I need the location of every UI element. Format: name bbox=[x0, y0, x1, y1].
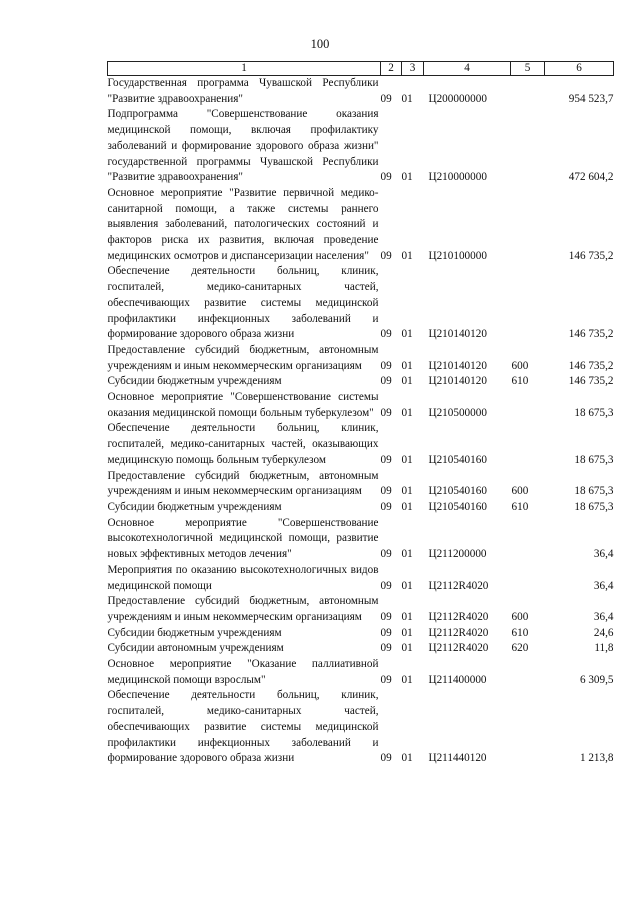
table-row bbox=[108, 641, 614, 657]
row-target-code: Ц210140120 bbox=[428, 328, 487, 341]
table-row bbox=[108, 657, 614, 688]
row-section: 09 bbox=[380, 610, 392, 623]
row-subsection: 01 bbox=[401, 610, 413, 623]
row-amount: 18 675,3 bbox=[574, 453, 614, 466]
row-section: 09 bbox=[380, 171, 392, 184]
row-subsection: 01 bbox=[401, 579, 413, 592]
row-target-code: Ц211440120 bbox=[428, 752, 487, 765]
row-subsection: 01 bbox=[401, 500, 413, 513]
row-expense-type bbox=[511, 390, 545, 421]
table-row bbox=[108, 594, 614, 625]
row-section: 09 bbox=[380, 328, 392, 341]
column-header-section: 2 bbox=[381, 62, 402, 76]
row-target-code: Ц211200000 bbox=[428, 548, 487, 561]
row-target-code: Ц2112R4020 bbox=[428, 642, 489, 655]
column-header-name: 1 bbox=[108, 62, 381, 76]
row-target-code: Ц210540160 bbox=[428, 500, 487, 513]
row-target-code: Ц2112R4020 bbox=[428, 626, 489, 639]
row-expense-type: 600 bbox=[511, 485, 529, 498]
row-amount: 146 735,2 bbox=[568, 375, 614, 388]
row-expense-type bbox=[511, 107, 545, 186]
table-body bbox=[108, 76, 614, 767]
table-row bbox=[108, 186, 614, 265]
column-header-vr: 5 bbox=[511, 62, 545, 76]
row-amount: 146 735,2 bbox=[568, 328, 614, 341]
table-row bbox=[108, 626, 614, 642]
row-name: Основное мероприятие "Развитие первичной медико-санитарной помощи, а также системы раннего выявления заболеваний, патологических состояний и факторов риска их развития, включая проведение медицинских осмотров и диспансеризации населения" bbox=[107, 186, 379, 262]
row-expense-type bbox=[511, 516, 545, 563]
row-name: Основное мероприятие "Совершенствование высокотехнологичной медицинской помощи, развитие новых эффективных методов лечения" bbox=[107, 516, 379, 561]
row-subsection: 01 bbox=[401, 328, 413, 341]
row-name: Субсидии автономным учреждениям bbox=[107, 642, 284, 655]
table-row bbox=[108, 76, 614, 108]
row-target-code: Ц210100000 bbox=[428, 249, 487, 262]
row-section: 09 bbox=[380, 406, 392, 419]
table-row bbox=[108, 688, 614, 767]
column-header-code: 4 bbox=[424, 62, 511, 76]
table-row bbox=[108, 264, 614, 343]
row-subsection: 01 bbox=[401, 642, 413, 655]
table-row bbox=[108, 343, 614, 374]
row-name: Предоставление субсидий бюджетным, автономным учреждениям и иным некоммерческим организациям bbox=[107, 343, 379, 372]
column-header-subsection: 3 bbox=[402, 62, 424, 76]
row-amount: 36,4 bbox=[593, 579, 614, 592]
row-name: Подпрограмма "Совершенствование оказания медицинской помощи, включая профилактику заболеваний и формирование здорового образа жизни" государственной программы Чувашской Республики "Развитие здравоохранения" bbox=[107, 108, 379, 184]
row-section: 09 bbox=[380, 249, 392, 262]
row-subsection: 01 bbox=[401, 406, 413, 419]
row-amount: 954 523,7 bbox=[568, 92, 614, 105]
row-name: Обеспечение деятельности больниц, клиник, госпиталей, медико-санитарных частей, обеспечивающих развитие системы медицинской профилактики инфекционных заболеваний и формирование здорового образа жизни bbox=[107, 689, 379, 765]
row-amount: 18 675,3 bbox=[574, 406, 614, 419]
row-section: 09 bbox=[380, 642, 392, 655]
row-name: Субсидии бюджетным учреждениям bbox=[107, 500, 282, 513]
row-target-code: Ц2112R4020 bbox=[428, 579, 489, 592]
row-expense-type bbox=[511, 421, 545, 468]
table-header-row bbox=[108, 62, 614, 76]
row-expense-type bbox=[511, 264, 545, 343]
row-section: 09 bbox=[380, 626, 392, 639]
row-amount: 6 309,5 bbox=[579, 673, 614, 686]
row-amount: 36,4 bbox=[593, 548, 614, 561]
row-name: Субсидии бюджетным учреждениям bbox=[107, 375, 282, 388]
row-subsection: 01 bbox=[401, 92, 413, 105]
row-name: Основное мероприятие "Совершенствование системы оказания медицинской помощи больным туберкулезом" bbox=[107, 391, 379, 419]
row-expense-type bbox=[511, 76, 545, 108]
row-subsection: 01 bbox=[401, 249, 413, 262]
row-section: 09 bbox=[380, 752, 392, 765]
row-name: Основное мероприятие "Оказание паллиативной медицинской помощи взрослым" bbox=[107, 658, 379, 686]
row-name: Предоставление субсидий бюджетным, автономным учреждениям и иным некоммерческим организациям bbox=[107, 595, 379, 623]
budget-table bbox=[107, 61, 614, 767]
column-header-amount: 6 bbox=[545, 62, 614, 76]
row-subsection: 01 bbox=[401, 453, 413, 466]
row-target-code: Ц200000000 bbox=[428, 92, 487, 105]
row-target-code: Ц210540160 bbox=[428, 485, 487, 498]
row-subsection: 01 bbox=[401, 171, 413, 184]
row-expense-type: 610 bbox=[511, 375, 529, 388]
table-row bbox=[108, 516, 614, 563]
row-section: 09 bbox=[380, 92, 392, 105]
row-subsection: 01 bbox=[401, 375, 413, 388]
row-amount: 18 675,3 bbox=[574, 500, 614, 513]
row-expense-type bbox=[511, 186, 545, 265]
row-expense-type: 610 bbox=[511, 626, 529, 639]
row-subsection: 01 bbox=[401, 485, 413, 498]
row-name: Субсидии бюджетным учреждениям bbox=[107, 626, 282, 639]
row-amount: 24,6 bbox=[593, 626, 614, 639]
row-target-code: Ц211400000 bbox=[428, 673, 487, 686]
row-target-code: Ц2112R4020 bbox=[428, 610, 489, 623]
row-name: Обеспечение деятельности больниц, клиник, госпиталей, медико-санитарных частей, оказывающих медицинскую помощь больным туберкулезом bbox=[107, 422, 379, 466]
row-section: 09 bbox=[380, 485, 392, 498]
row-section: 09 bbox=[380, 548, 392, 561]
row-name: Мероприятия по оказанию высокотехнологичных видов медицинской помощи bbox=[107, 563, 379, 592]
table-row bbox=[108, 374, 614, 390]
row-amount: 11,8 bbox=[594, 642, 614, 655]
page-number: 100 bbox=[310, 37, 330, 51]
row-expense-type: 600 bbox=[511, 359, 529, 372]
row-section: 09 bbox=[380, 673, 392, 686]
table-row bbox=[108, 390, 614, 421]
row-expense-type bbox=[511, 688, 545, 767]
row-target-code: Ц210540160 bbox=[428, 453, 487, 466]
row-expense-type bbox=[511, 657, 545, 688]
row-expense-type: 600 bbox=[511, 610, 529, 623]
row-section: 09 bbox=[380, 375, 392, 388]
row-subsection: 01 bbox=[401, 626, 413, 639]
table-row bbox=[108, 469, 614, 500]
table-row bbox=[108, 500, 614, 516]
row-amount: 472 604,2 bbox=[568, 171, 614, 184]
row-amount: 1 213,8 bbox=[579, 752, 614, 765]
row-section: 09 bbox=[380, 500, 392, 513]
row-target-code: Ц210140120 bbox=[428, 375, 487, 388]
row-subsection: 01 bbox=[401, 673, 413, 686]
row-name: Предоставление субсидий бюджетным, автономным учреждениям и иным некоммерческим организациям bbox=[107, 469, 379, 498]
row-section: 09 bbox=[380, 453, 392, 466]
row-expense-type: 610 bbox=[511, 500, 529, 513]
row-section: 09 bbox=[380, 579, 392, 592]
row-expense-type bbox=[511, 563, 545, 594]
row-section: 09 bbox=[380, 359, 392, 372]
row-subsection: 01 bbox=[401, 548, 413, 561]
row-expense-type: 620 bbox=[511, 642, 529, 655]
table-row bbox=[108, 421, 614, 468]
row-subsection: 01 bbox=[401, 752, 413, 765]
table-row bbox=[108, 107, 614, 186]
row-amount: 18 675,3 bbox=[574, 485, 614, 498]
table-row bbox=[108, 563, 614, 594]
row-target-code: Ц210500000 bbox=[428, 406, 487, 419]
row-subsection: 01 bbox=[401, 359, 413, 372]
row-name: Обеспечение деятельности больниц, клиник, госпиталей, медико-санитарных частей, обеспечивающих развитие системы медицинской профилактики инфекционных заболеваний и формирование здорового образа жизни bbox=[107, 265, 379, 341]
row-amount: 146 735,2 bbox=[568, 249, 614, 262]
row-target-code: Ц210140120 bbox=[428, 359, 487, 372]
row-amount: 36,4 bbox=[593, 610, 614, 623]
row-amount: 146 735,2 bbox=[568, 359, 614, 372]
row-name: Государственная программа Чувашской Республики "Развитие здравоохранения" bbox=[107, 77, 379, 105]
row-target-code: Ц210000000 bbox=[428, 171, 487, 184]
